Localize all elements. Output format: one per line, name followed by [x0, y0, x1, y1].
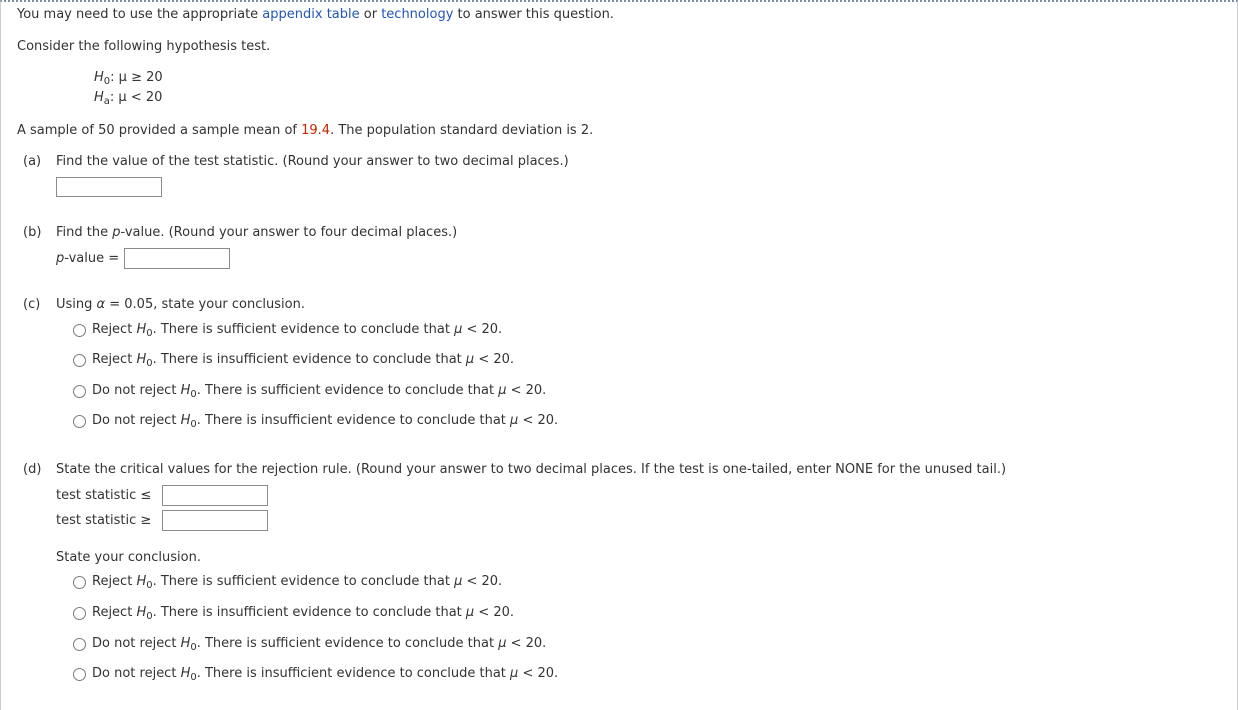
lower-critical-label: test statistic ≤ — [56, 488, 152, 503]
part-a-label: (a) — [23, 154, 42, 169]
part-c-option-2-radio[interactable] — [73, 354, 86, 367]
part-d-option-4-radio[interactable] — [73, 668, 86, 681]
part-c-option-4-radio[interactable] — [73, 415, 86, 428]
test-statistic-input[interactable] — [56, 177, 162, 197]
part-d-option-3-radio[interactable] — [73, 638, 86, 651]
alternative-hypothesis: $H_a$: μ < 20 — [94, 90, 163, 107]
instruction-prefix: You may need to use the appropriate — [17, 7, 263, 22]
upper-critical-label: test statistic ≥ — [56, 513, 152, 528]
part-c-option-3-label[interactable]: Do not reject $H_0$. There is sufficient evidence to conclude that μ < 20. — [92, 383, 547, 400]
part-d-option-1-radio[interactable] — [73, 576, 86, 589]
instruction-text — [17, 7, 614, 22]
part-c-option-2-label[interactable]: Reject $H_0$. There is insufficient evidence to conclude that μ < 20. — [92, 352, 515, 369]
part-d-option-2-label[interactable]: Reject $H_0$. There is insufficient evidence to conclude that μ < 20. — [92, 605, 515, 622]
part-c-option-3-radio[interactable] — [73, 385, 86, 398]
instruction-middle: or — [359, 7, 382, 22]
part-a-question: Find the value of the test statistic. (Round your answer to two decimal places.) — [56, 154, 569, 169]
p-value-label: p-value = — [56, 251, 120, 266]
sample-description: A sample of 50 provided a sample mean of 19.4. The population standard deviation is 2. — [17, 123, 594, 138]
appendix-table-link[interactable]: appendix table — [262, 7, 360, 22]
part-d-question: State the critical values for the rejection rule. (Round your answer to two decimal places. If the test is one-tailed, enter NONE for the unused tail.) — [56, 462, 1007, 477]
part-d-option-2-radio[interactable] — [73, 607, 86, 620]
part-c-question: Using α = 0.05, state your conclusion. — [56, 297, 305, 312]
part-c-option-4-label[interactable]: Do not reject $H_0$. There is insufficient evidence to conclude that μ < 20. — [92, 413, 559, 430]
part-d-label: (d) — [23, 462, 42, 477]
part-d-option-3-label[interactable]: Do not reject $H_0$. There is sufficient evidence to conclude that μ < 20. — [92, 636, 547, 653]
null-hypothesis: $H_0$: μ ≥ 20 — [94, 70, 163, 87]
sample-mean-value: 19.4 — [301, 123, 331, 138]
part-c-label: (c) — [23, 297, 41, 312]
state-conclusion-text: State your conclusion. — [56, 550, 201, 565]
technology-link[interactable]: technology — [381, 7, 454, 22]
part-b-label: (b) — [23, 225, 42, 240]
part-c-option-1-radio[interactable] — [73, 324, 86, 337]
part-b-question: Find the p-value. (Round your answer to four decimal places.) — [56, 225, 458, 240]
upper-critical-input[interactable] — [162, 510, 268, 531]
instruction-suffix: to answer this question. — [453, 7, 614, 22]
part-d-option-1-label[interactable]: Reject $H_0$. There is sufficient evidence to conclude that μ < 20. — [92, 574, 503, 591]
intro-text: Consider the following hypothesis test. — [17, 39, 271, 54]
part-c-option-1-label[interactable]: Reject $H_0$. There is sufficient evidence to conclude that μ < 20. — [92, 322, 503, 339]
lower-critical-input[interactable] — [162, 485, 268, 506]
p-value-input[interactable] — [124, 248, 230, 269]
part-d-option-4-label[interactable]: Do not reject $H_0$. There is insufficient evidence to conclude that μ < 20. — [92, 666, 559, 683]
